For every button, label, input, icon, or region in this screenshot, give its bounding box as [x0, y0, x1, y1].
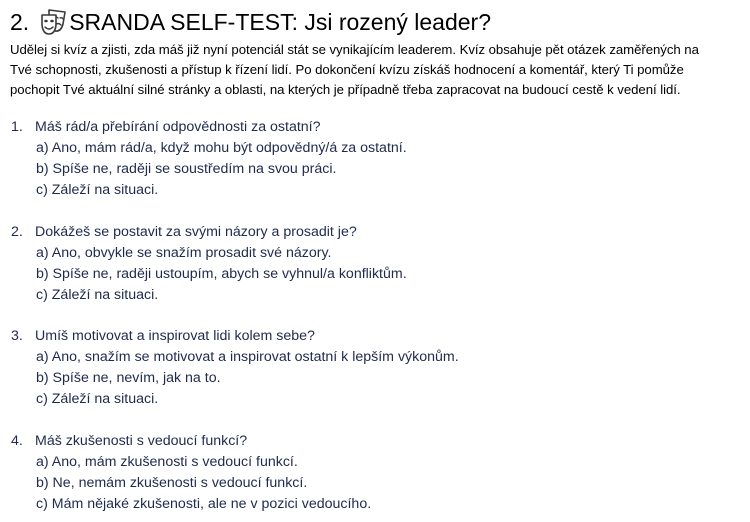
theater-masks-icon [41, 8, 67, 36]
page-title [10, 6, 491, 38]
question-heading [11, 431, 731, 452]
question-text: Máš zkušenosti s vedoucí funkcí? [35, 433, 248, 449]
answer-option-c: c) Záleží na situaci. [36, 182, 159, 198]
question-2 [11, 222, 731, 306]
question-text: Dokážeš se postavit za svými názory a prosadit je? [35, 224, 357, 240]
answer-option-a: a) Ano, mám zkušenosti s vedoucí funkcí. [36, 454, 298, 470]
section-number: 2. [10, 9, 30, 35]
question-heading [11, 117, 731, 138]
question-text: Máš rád/a přebírání odpovědnosti za ostatní? [35, 119, 321, 135]
intro-paragraph [10, 40, 748, 100]
question-number: 4. [11, 433, 23, 449]
answer-option-b: b) Spíše ne, raději se soustředím na svou práci. [36, 161, 337, 177]
question-number: 2. [11, 224, 23, 240]
question-1 [11, 117, 731, 201]
question-number: 3. [11, 328, 23, 344]
answer-option-b: b) Spíše ne, raději ustoupím, abych se vyhnul/a konfliktům. [36, 266, 407, 282]
question-heading [11, 222, 731, 243]
answer-option-b: b) Ne, nemám zkušenosti s vedoucí funkcí. [36, 475, 308, 491]
intro-line: Tvé schopnosti, zkušenosti a přístup k řízení lidí. Po dokončení kvízu získáš hodnocení a komentář, který Ti pomůže [10, 62, 684, 77]
answer-option-c: c) Mám nějaké zkušenosti, ale ne v pozici vedoucího. [36, 496, 372, 512]
answer-option-a: a) Ano, snažím se motivovat a inspirovat ostatní k lepším výkonům. [36, 349, 459, 365]
answer-option-a: a) Ano, obvykle se snažím prosadit své názory. [36, 245, 332, 261]
question-heading [11, 326, 731, 347]
answer-option-c: c) Záleží na situaci. [36, 287, 159, 303]
intro-line: pochopit Tvé aktuální silné stránky a oblasti, na kterých je případně třeba zapracovat na budoucí cestě k vedení lidí. [10, 82, 681, 97]
answer-option-b: b) Spíše ne, nevím, jak na to. [36, 370, 221, 386]
question-3 [11, 326, 731, 410]
question-4 [11, 431, 731, 515]
question-number: 1. [11, 119, 23, 135]
title-text: SRANDA SELF-TEST: Jsi rozený leader? [69, 9, 492, 35]
intro-line: Udělej si kvíz a zjisti, zda máš již nyní potenciál stát se vynikajícím leaderem. Kvíz obsahuje pět otázek zaměřených na [10, 42, 699, 57]
answer-option-a: a) Ano, mám rád/a, když mohu být odpovědný/á za ostatní. [36, 140, 407, 156]
question-text: Umíš motivovat a inspirovat lidi kolem sebe? [35, 328, 315, 344]
answer-option-c: c) Záleží na situaci. [36, 391, 159, 407]
